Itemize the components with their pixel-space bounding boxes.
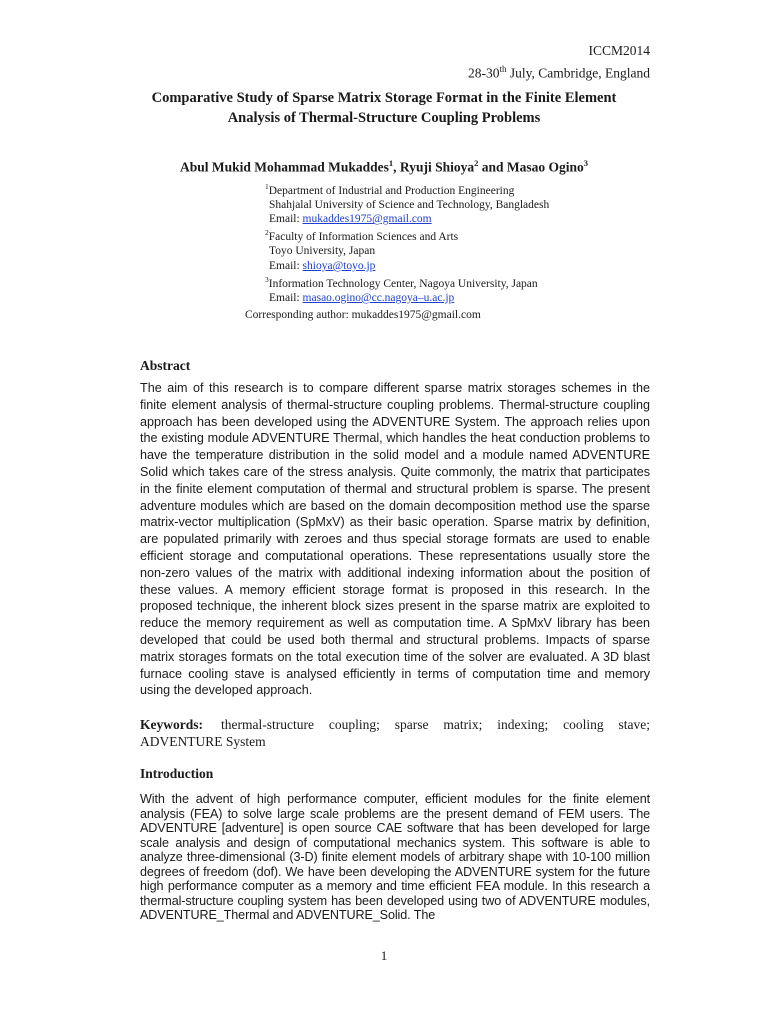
affiliation-1-univ: Shahjalal University of Science and Technology, Bangladesh bbox=[269, 199, 550, 212]
affiliation-3-email: Email: masao.ogino@cc.nagoya–u.ac.jp bbox=[269, 291, 455, 304]
keywords-label: Keywords: bbox=[140, 717, 203, 732]
affiliation-2-dept: $^2$Faculty of Information Sciences and Arts bbox=[265, 228, 459, 244]
keywords bbox=[140, 716, 650, 750]
author-1: Abul Mukid Mohammad Mukaddes bbox=[179, 159, 389, 175]
abstract-body: The aim of this research is to compare different sparse matrix storages schemes in the finite element analysis of thermal-structure coupling problems. Thermal-structure coupling approach has been developed using the ADVENTURE System. The approach relies upon the existing module ADVENTURE Thermal, which handles the heat conduction problems to have the temperature distribution in the solid model and a module named ADVENTURE Solid which takes care of the stress analysis. Quite commonly, the matrix that participates in the finite element computation of thermal and structural problem is sparse. The present adventure modules which are based on the domain decomposition method use the sparse matrix-vector multiplication (SpMxV) as their basic operation. Sparse matrix by definition, are populated primarily with zeroes and thus special storage formats are used to enable efficient storage and computational operations. These representations usually store the non-zero values of the matrix with additional indexing information about the position of these values. A memory efficient storage format is proposed in this research. In the proposed technique, the inherent block sizes present in the sparse matrix are exploited to reduce the memory requirement as well as computation time. A SpMxV library has been developed that could be used both thermal and structural problems. Impacts of sparse matrix storages formats on the total execution time of the solver are evaluated. A 3D blast furnace cooling stave is analysed efficiently in terms of computation time and memory using the developed approach. bbox=[140, 381, 650, 698]
email-link-2[interactable]: shioya@toyo.jp bbox=[302, 259, 376, 272]
author-list: Abul Mukid Mohammad Mukaddes$^1$, Ryuji Shioya$^2$ and Masao Ogino$^3$ bbox=[179, 158, 589, 175]
affiliations bbox=[265, 180, 549, 305]
affiliation-2-univ: Toyo University, Japan bbox=[269, 245, 376, 258]
abstract-heading: Abstract bbox=[140, 358, 191, 373]
affiliation-1-email: Email: mukaddes1975@gmail.com bbox=[269, 213, 432, 226]
email-link-3[interactable]: masao.ogino@cc.nagoya–u.ac.jp bbox=[302, 291, 455, 304]
paper-title: Comparative Study of Sparse Matrix Storage Format in the Finite Element Analysis of Thermal-Structure Coupling Problems bbox=[151, 90, 617, 126]
introduction-body: With the advent of high performance computer, efficient modules for the finite element analysis (FEA) to solve large scale problems are the present demand of FEM users. The ADVENTURE [adventure] is open source CAE software that has been developed for large scale analysis and design of computational mechanics system. This software is able to analyze three-dimensional (3-D) finite element models of arbitrary shape with 10-100 million degrees of freedom (dof). We have been developing the ADVENTURE system for the future high performance computer as a memory and time efficient FEA module. In this research a thermal-structure coupling system has been developed using two of ADVENTURE modules, ADVENTURE_Thermal and ADVENTURE_Solid. The bbox=[140, 792, 650, 922]
introduction-heading: Introduction bbox=[140, 766, 214, 781]
affiliation-2-email: Email: shioya@toyo.jp bbox=[269, 259, 376, 272]
abstract-section bbox=[140, 358, 650, 699]
author-2: Ryuji Shioya bbox=[399, 159, 475, 175]
keywords-text: thermal-structure coupling; sparse matrix; indexing; cooling stave; ADVENTURE System bbox=[140, 717, 650, 749]
conference-name: ICCM2014 bbox=[588, 43, 650, 58]
page-number: 1 bbox=[380, 948, 388, 963]
email-link-1[interactable]: mukaddes1975@gmail.com bbox=[302, 213, 432, 226]
conference-date: 28-30th July, Cambridge, England bbox=[468, 64, 650, 81]
author-3: Masao Ogino bbox=[506, 159, 584, 175]
corresponding-author: Corresponding author: mukaddes1975@gmail.com bbox=[245, 309, 481, 321]
introduction-section bbox=[140, 766, 650, 923]
affiliation-1-dept: $^1$Department of Industrial and Production Engineering bbox=[265, 182, 515, 197]
affiliation-3-dept: $^3$Information Technology Center, Nagoya University, Japan bbox=[265, 274, 538, 290]
conference-header bbox=[468, 42, 650, 83]
